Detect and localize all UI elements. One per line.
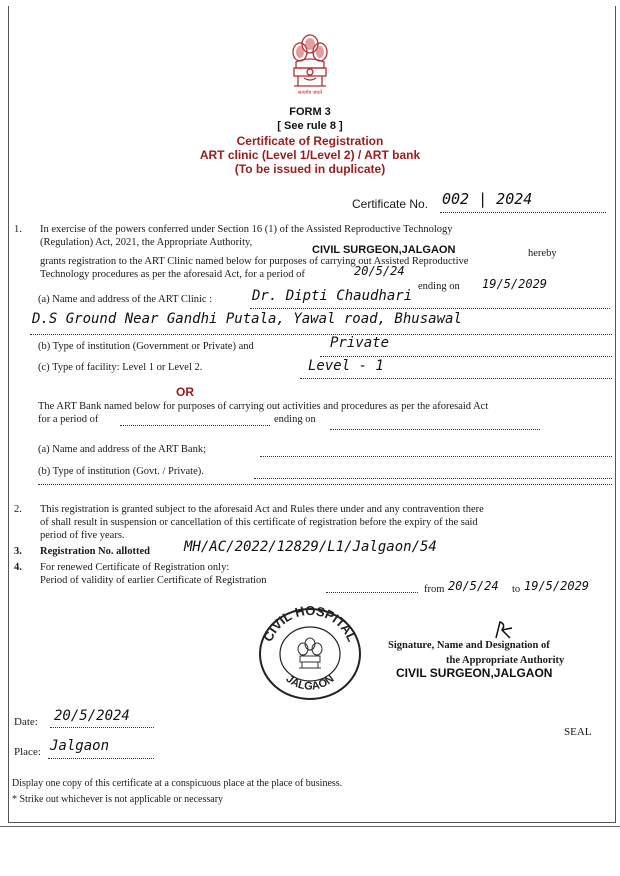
signature-mark-icon	[492, 620, 522, 642]
rule-reference: [ See rule 8 ]	[277, 120, 343, 132]
art-bank-address-line	[38, 484, 612, 485]
period-start-value: 20/5/24	[354, 264, 405, 278]
art-bank-name-line	[260, 456, 612, 457]
national-emblem-icon	[288, 32, 332, 90]
institution-type-label: (b) Type of institution (Government or Private) and	[38, 341, 254, 352]
art-bank-name-label: (a) Name and address of the ART Bank;	[38, 444, 207, 455]
signature-stamp: CIVIL SURGEON,JALGAON	[396, 666, 553, 680]
section4-number: 4.	[14, 562, 22, 573]
facility-level-line	[300, 378, 612, 379]
civil-hospital-seal	[255, 606, 365, 702]
date-value: 20/5/2024	[54, 708, 130, 724]
certificate-number-line	[440, 212, 606, 213]
section2-line3: period of five years.	[40, 530, 125, 541]
section1-line4: Technology procedures as per the aforesaid Act, for a period of	[40, 269, 305, 280]
clinic-address-value: D.S Ground Near Gandhi Putala, Yawal road, Bhusawal	[32, 311, 462, 327]
footer-strike-note: * Strike out whichever is not applicable or necessary	[12, 794, 224, 805]
section1-line1: In exercise of the powers conferred under Section 16 (1) of the Assisted Reproductive Technology	[40, 224, 453, 235]
clinic-name-value: Dr. Dipti Chaudhari	[252, 288, 413, 304]
seal-label: SEAL	[564, 726, 592, 738]
appropriate-authority: CIVIL SURGEON,JALGAON	[312, 244, 456, 256]
date-label: Date:	[14, 716, 38, 728]
art-bank-period-line	[120, 425, 270, 426]
bottom-divider	[0, 826, 620, 827]
clinic-name-line	[250, 308, 610, 309]
period-end-value: 19/5/2029	[482, 277, 548, 291]
section2-line2: of shall result in suspension or cancellation of this certificate of registration before the expiry of the said	[40, 517, 478, 528]
registration-number-value: MH/AC/2022/12829/L1/Jalgaon/54	[184, 539, 437, 555]
art-bank-period-label: for a period of	[38, 414, 99, 425]
validity-to-value: 19/5/2029	[524, 579, 590, 593]
clinic-address-line	[30, 334, 612, 335]
hereby-word: hereby	[528, 248, 557, 259]
seal-top-text: CIVIL HOSPITAL	[260, 606, 360, 644]
place-line	[48, 758, 154, 759]
ending-on-label: ending on	[418, 281, 460, 292]
facility-type-label: (c) Type of facility: Level 1 or Level 2.	[38, 362, 203, 373]
art-bank-ending-line	[330, 429, 540, 430]
place-label: Place:	[14, 746, 41, 758]
institution-type-line	[320, 356, 612, 357]
section2-line1: This registration is granted subject to the aforesaid Act and Rules there under and any contravention there	[40, 504, 484, 515]
or-divider: OR	[176, 385, 194, 399]
facility-level-value: Level - 1	[308, 358, 384, 374]
duplicate-note: (To be issued in duplicate)	[234, 162, 386, 176]
registration-number-label: Registration No. allotted	[40, 546, 150, 557]
art-bank-line1: The ART Bank named below for purposes of carrying out activities and procedures as per the aforesaid Act	[38, 401, 489, 412]
svg-text:JALGAON	[284, 673, 337, 693]
clinic-name-label: (a) Name and address of the ART Clinic :	[38, 294, 213, 305]
validity-line	[326, 592, 418, 593]
section4-line2: Period of validity of earlier Certificate of Registration	[40, 575, 267, 586]
emblem-caption: सत्यमेव जयते	[297, 91, 323, 96]
section2-number: 2.	[14, 504, 22, 515]
section1-line2: (Regulation) Act, 2021, the Appropriate Authority,	[40, 237, 253, 248]
art-bank-ending-label: ending on	[274, 414, 316, 425]
date-line	[50, 727, 154, 728]
certificate-number-label: Certificate No.	[352, 197, 429, 211]
signature-line1: Signature, Name and Designation of	[388, 640, 550, 651]
certificate-number-value: 002 | 2024	[442, 190, 533, 208]
footer-display-note: Display one copy of this certificate at a conspicuous place at the place of business.	[12, 778, 343, 789]
art-bank-type-line	[254, 478, 612, 479]
form-number: FORM 3	[289, 106, 331, 118]
section4-line1: For renewed Certificate of Registration only:	[40, 562, 230, 573]
from-label: from	[424, 584, 445, 595]
section1-line3: grants registration to the ART Clinic named below for purposes of carrying out Assisted Reproductive	[40, 256, 469, 267]
art-bank-type-label: (b) Type of institution (Govt. / Private).	[38, 466, 204, 477]
validity-from-value: 20/5/24	[448, 579, 499, 593]
signature-line2: the Appropriate Authority	[446, 655, 565, 666]
place-value: Jalgaon	[50, 738, 110, 754]
seal-bottom-text: JALGAON	[283, 672, 337, 693]
certificate-title: Certificate of Registration	[236, 134, 384, 148]
to-label: to	[512, 584, 521, 595]
section1-number: 1.	[14, 224, 22, 235]
section3-number: 3.	[14, 546, 22, 557]
institution-type-value: Private	[330, 335, 390, 351]
certificate-subtitle: ART clinic (Level 1/Level 2) / ART bank	[199, 148, 421, 162]
